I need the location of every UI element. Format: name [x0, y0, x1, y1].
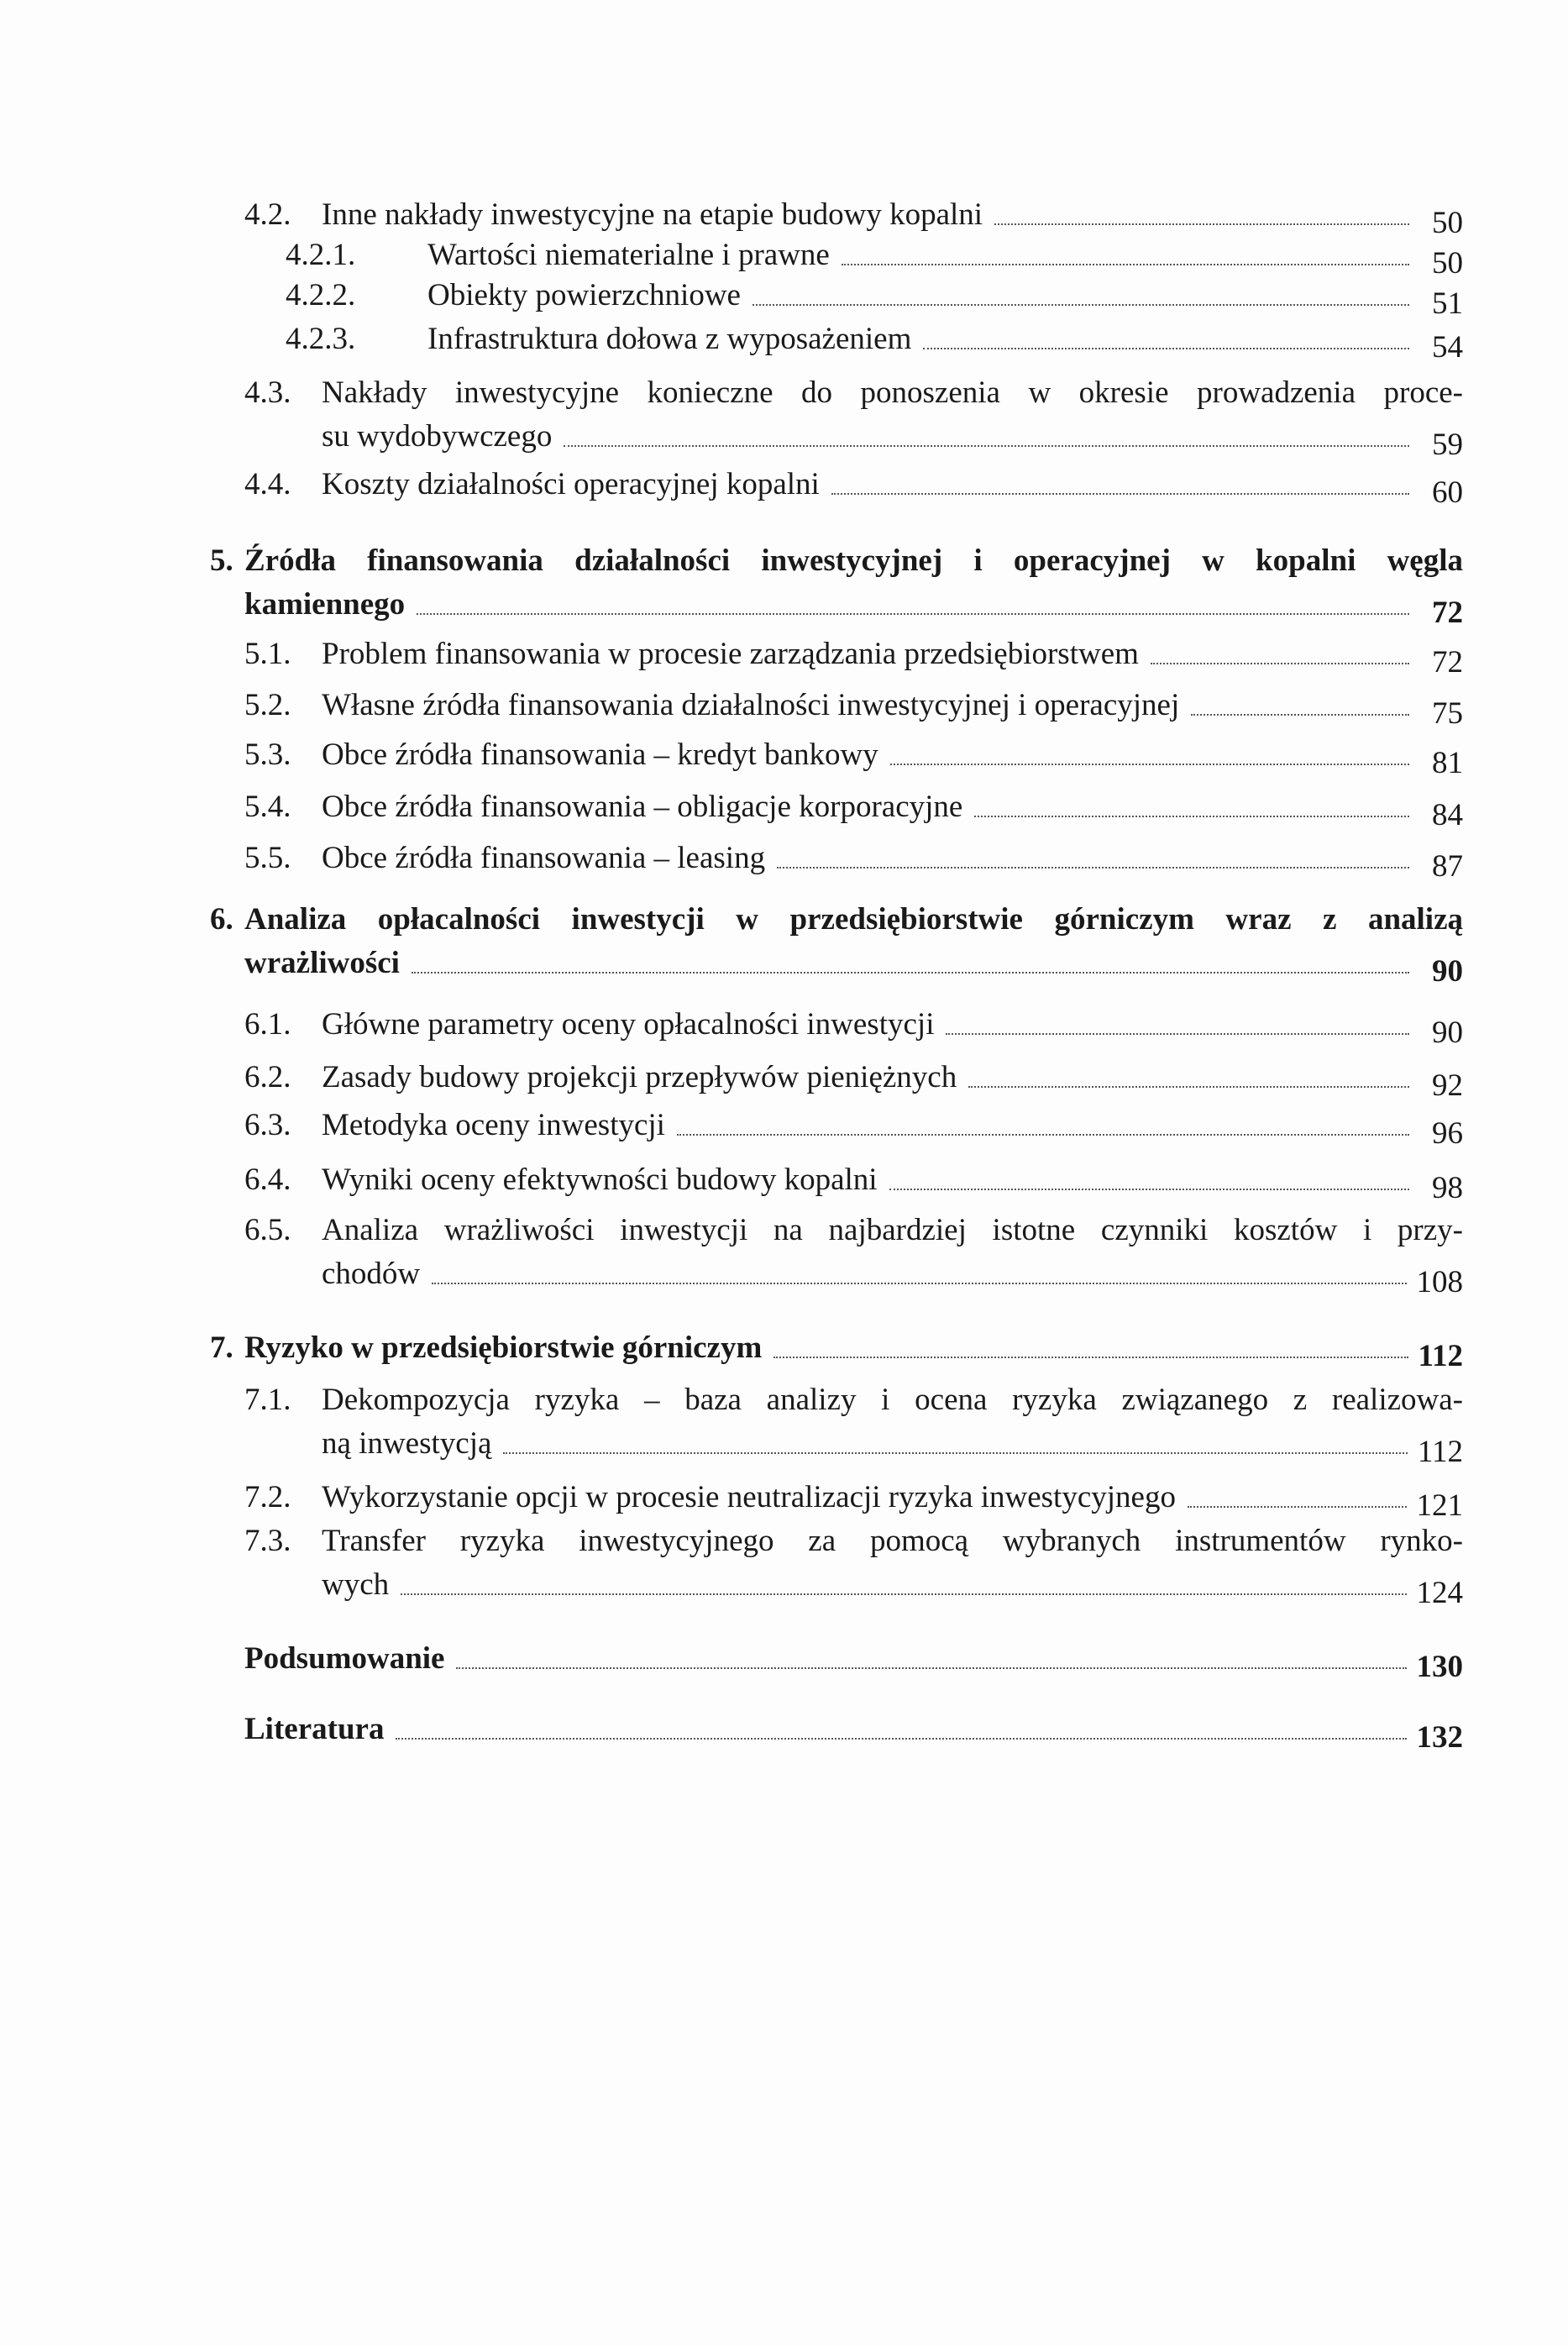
toc-page-number: 72: [1432, 645, 1463, 680]
toc-page-number: 50: [1432, 206, 1463, 240]
dot-leader: [889, 1188, 1409, 1190]
toc-entry-title: Obce źródła finansowania – obligacje korporacyjne: [322, 790, 963, 824]
toc-page-number: 90: [1432, 1016, 1463, 1050]
toc-entry-number: 4.4.: [244, 467, 291, 501]
toc-page-number: 81: [1432, 746, 1463, 780]
dot-leader: [994, 223, 1409, 225]
toc-page-number: 60: [1432, 475, 1463, 510]
toc-entry-number: 4.2.1.: [286, 238, 356, 272]
toc-entry-title: Inne nakłady inwestycyjne na etapie budowy kopalni: [322, 197, 983, 232]
toc-entry-title: chodów: [322, 1257, 421, 1291]
dot-leader: [1188, 1505, 1407, 1508]
toc-entry: [210, 539, 1463, 630]
toc-page-number: 51: [1432, 286, 1463, 321]
toc-entry-number: 5.4.: [244, 790, 291, 824]
toc-entry: [244, 837, 1463, 884]
toc-page-number: 59: [1432, 428, 1463, 462]
toc-entry-title: Główne parametry oceny opłacalności inwestycji: [322, 1007, 935, 1042]
toc-page-number: 112: [1418, 1339, 1463, 1373]
toc-entry-number: 4.2.: [244, 197, 291, 232]
dot-leader: [831, 492, 1409, 495]
dot-leader: [842, 263, 1409, 265]
toc-entry-number: 4.2.2.: [286, 278, 356, 312]
toc-entry-title: Transfer ryzyka inwestycyjnego za pomocą wybranych instrumentów rynko-: [322, 1524, 1463, 1558]
toc-entry: [244, 785, 1463, 832]
toc-entry-title: Infrastruktura dołowa z wyposażeniem: [427, 322, 912, 356]
toc-entry: [244, 1104, 1463, 1151]
dot-leader: [564, 444, 1409, 447]
toc-page-number: 54: [1432, 330, 1463, 365]
dot-leader: [412, 971, 1409, 974]
toc-entry-title: su wydobywczego: [322, 419, 553, 454]
toc-entry: [244, 733, 1463, 780]
toc-entry-title: Ryzyko w przedsiębiorstwie górniczym: [244, 1330, 763, 1365]
dot-leader: [777, 866, 1409, 869]
dot-leader: [456, 1666, 1406, 1669]
toc-page-number: 90: [1432, 954, 1463, 989]
toc-entry-title: Literatura: [244, 1712, 385, 1746]
toc-entry-number: 6.: [210, 902, 233, 937]
dot-leader: [753, 303, 1409, 306]
toc-entry-number: 5.3.: [244, 737, 291, 772]
toc-entry-title: Koszty działalności operacyjnej kopalni: [322, 467, 820, 501]
dot-leader: [946, 1032, 1409, 1035]
dot-leader: [774, 1356, 1408, 1358]
toc-entry: [244, 1056, 1463, 1103]
toc-entry-number: 6.5.: [244, 1213, 291, 1247]
toc-entry: [244, 1519, 1463, 1610]
toc-entry-title: wrażliwości: [244, 946, 400, 980]
toc-entry: [286, 234, 1463, 281]
toc-entry-number: 6.2.: [244, 1060, 291, 1094]
dot-leader: [1151, 662, 1409, 664]
toc-page-number: 50: [1432, 246, 1463, 281]
dot-leader: [677, 1133, 1409, 1136]
toc-entry-number: 7.1.: [244, 1383, 291, 1417]
toc-entry-title: Źródła finansowania działalności inwestycyjnej i operacyjnej w kopalni węgla: [244, 543, 1463, 578]
toc-page-number: 92: [1432, 1068, 1463, 1103]
toc-entry: [244, 463, 1463, 510]
toc-entry: [244, 684, 1463, 731]
toc-entry-title: Obce źródła finansowania – kredyt bankowy: [322, 737, 878, 772]
toc-entry-number: 4.2.3.: [286, 322, 356, 356]
toc-entry: [210, 898, 1463, 989]
dot-leader: [417, 612, 1409, 615]
toc-entry-number: 6.4.: [244, 1163, 291, 1197]
toc-entry: [286, 274, 1463, 321]
toc-page-number: 98: [1432, 1171, 1463, 1205]
toc-entry-number: 7.3.: [244, 1524, 291, 1558]
toc-entry-number: 7.: [210, 1330, 233, 1365]
toc-entry: [244, 1476, 1463, 1523]
toc-entry: [244, 1158, 1463, 1205]
toc-entry-title: kamiennego: [244, 587, 406, 622]
toc-page-number: 87: [1432, 849, 1463, 884]
dot-leader: [1191, 713, 1409, 716]
toc-entry-number: 5.1.: [244, 637, 291, 671]
toc-entry-title: Analiza wrażliwości inwestycji na najbardziej istotne czynniki kosztów i przy-: [322, 1213, 1463, 1247]
toc-entry-number: 6.1.: [244, 1007, 291, 1042]
toc-entry: [244, 193, 1463, 240]
toc-entry-title: Obce źródła finansowania – leasing: [322, 841, 766, 875]
toc-entry-number: 5.: [210, 543, 233, 578]
toc-entry-title: Metodyka oceny inwestycji: [322, 1108, 665, 1142]
toc-page-number: 96: [1432, 1116, 1463, 1151]
toc-page-number: 132: [1416, 1720, 1463, 1755]
toc-entry-title: Wyniki oceny efektywności budowy kopalni: [322, 1163, 878, 1197]
toc-entry: [210, 1326, 1463, 1373]
dot-leader: [968, 1085, 1409, 1088]
dot-leader: [890, 763, 1409, 765]
dot-leader: [396, 1737, 1406, 1740]
dot-leader: [923, 347, 1409, 349]
toc-page-number: 84: [1432, 798, 1463, 832]
toc-page-number: 130: [1416, 1650, 1463, 1684]
toc-entry-title: Obiekty powierzchniowe: [427, 278, 741, 312]
toc-entry: [244, 1708, 1463, 1755]
toc-entry: [244, 1378, 1463, 1469]
toc-entry-title: Dekompozycja ryzyka – baza analizy i ocena ryzyka związanego z realizowa-: [322, 1383, 1463, 1417]
toc-entry-title: ną inwestycją: [322, 1426, 492, 1461]
toc-entry-number: 5.2.: [244, 688, 291, 722]
toc-page-number: 112: [1417, 1435, 1463, 1469]
toc-page-number: 121: [1416, 1488, 1463, 1523]
toc-page-number: 108: [1416, 1265, 1463, 1299]
dot-leader: [401, 1593, 1406, 1595]
toc-page-number: 75: [1432, 696, 1463, 731]
toc-entry: [244, 371, 1463, 462]
toc-entry-title: Własne źródła finansowania działalności inwestycyjnej i operacyjnej: [322, 688, 1180, 722]
toc-entry-title: Nakłady inwestycyjne konieczne do ponoszenia w okresie prowadzenia proce-: [322, 375, 1463, 410]
toc-entry: [244, 1637, 1463, 1684]
toc-entry: [244, 632, 1463, 680]
toc-entry-title: Analiza opłacalności inwestycji w przedsiębiorstwie górniczym wraz z analizą: [244, 902, 1463, 937]
toc-page-number: 124: [1416, 1576, 1463, 1610]
toc-entry-title: Zasady budowy projekcji przepływów pieniężnych: [322, 1060, 957, 1094]
toc-entry-title: Problem finansowania w procesie zarządzania przedsiębiorstwem: [322, 637, 1139, 671]
toc-entry-title: wych: [322, 1567, 390, 1602]
toc-entry-number: 5.5.: [244, 841, 291, 875]
toc-entry-title: Podsumowanie: [244, 1641, 445, 1676]
toc-entry-number: 7.2.: [244, 1480, 291, 1514]
toc-entry: [244, 1209, 1463, 1299]
toc-page-number: 72: [1432, 596, 1463, 630]
toc-entry: [286, 318, 1463, 365]
dot-leader: [503, 1451, 1407, 1454]
dot-leader: [974, 815, 1409, 817]
toc-entry: [244, 1003, 1463, 1050]
toc-entry-title: Wykorzystanie opcji w procesie neutralizacji ryzyka inwestycyjnego: [322, 1480, 1176, 1514]
toc-entry-number: 6.3.: [244, 1108, 291, 1142]
toc-entry-number: 4.3.: [244, 375, 291, 410]
dot-leader: [432, 1282, 1406, 1284]
toc-entry-title: Wartości niematerialne i prawne: [427, 238, 830, 272]
